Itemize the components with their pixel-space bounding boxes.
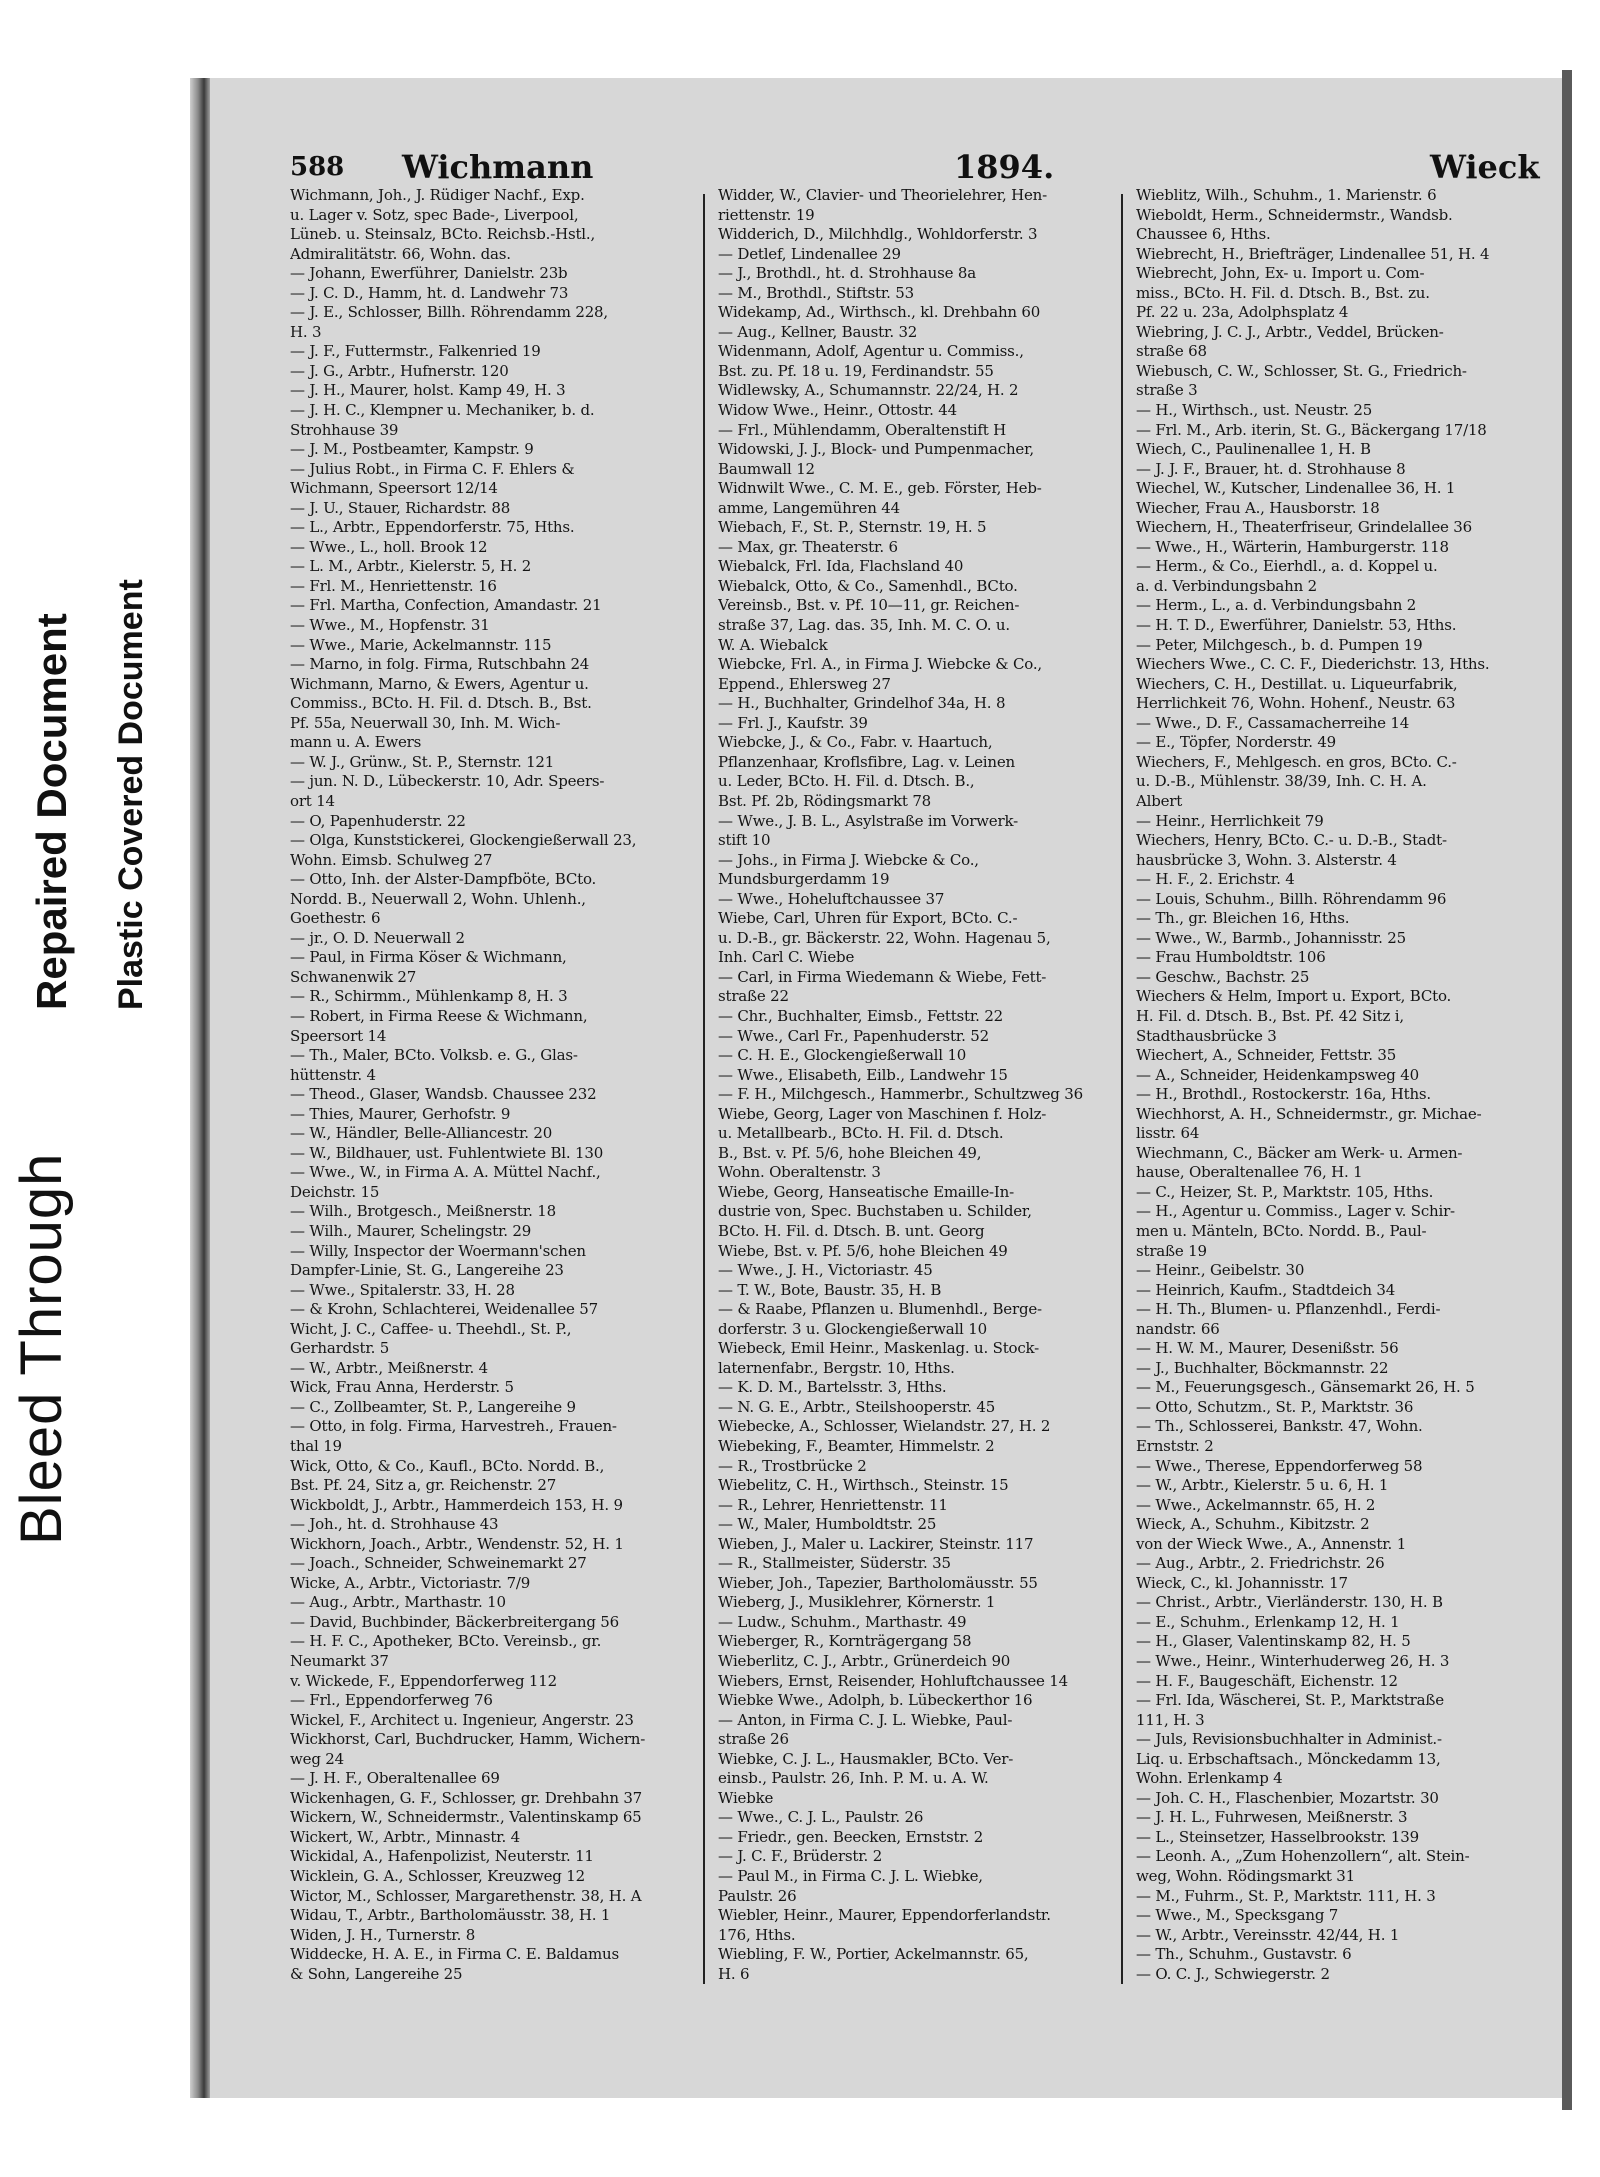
directory-line: — H., Agentur u. Commiss., Lager v. Schir- bbox=[1136, 1202, 1455, 1221]
directory-line: — Heinr., Geibelstr. 30 bbox=[1136, 1261, 1305, 1280]
directory-line: — Wwe., Therese, Eppendorferweg 58 bbox=[1136, 1456, 1423, 1475]
directory-line: — Leonh. A., „Zum Hohenzollern“, alt. Stein- bbox=[1136, 1847, 1470, 1866]
directory-line: Wickel, F., Architect u. Ingenieur, Angerstr. 23 bbox=[290, 1710, 634, 1729]
directory-line: Wiecher, Frau A., Hausborstr. 18 bbox=[1136, 498, 1380, 517]
directory-line: — Max, gr. Theaterstr. 6 bbox=[718, 537, 898, 556]
directory-line: — Wwe., Ackelmannstr. 65, H. 2 bbox=[1136, 1495, 1376, 1514]
page-number: 588 bbox=[290, 152, 345, 182]
directory-line: straße 19 bbox=[1136, 1241, 1207, 1260]
column-divider bbox=[703, 194, 705, 1984]
directory-line: — J. J. F., Brauer, ht. d. Strohhause 8 bbox=[1136, 459, 1406, 478]
directory-line: — H., Wirthsch., ust. Neustr. 25 bbox=[1136, 401, 1373, 420]
directory-line: 111, H. 3 bbox=[1136, 1710, 1205, 1729]
directory-line: Wiebecke, A., Schlosser, Wielandstr. 27, H. 2 bbox=[718, 1417, 1051, 1436]
directory-line: — Thies, Maurer, Gerhofstr. 9 bbox=[290, 1104, 511, 1123]
directory-line: — Christ., Arbtr., Vierländerstr. 130, H. B bbox=[1136, 1593, 1443, 1612]
directory-line: — J., Brothdl., ht. d. Strohhause 8a bbox=[718, 264, 976, 283]
directory-line: — Wwe., W., in Firma A. A. Müttel Nachf., bbox=[290, 1163, 601, 1182]
directory-line: — Johann, Ewerführer, Danielstr. 23b bbox=[290, 264, 568, 283]
directory-line: Wiebeck, Emil Heinr., Maskenlag. u. Stock- bbox=[718, 1339, 1040, 1358]
directory-line: — E., Schuhm., Erlenkamp 12, H. 1 bbox=[1136, 1612, 1400, 1631]
directory-line: — H. F., Baugeschäft, Eichenstr. 12 bbox=[1136, 1671, 1398, 1690]
directory-line: Wieber, Joh., Tapezier, Bartholomäusstr. 55 bbox=[718, 1573, 1038, 1592]
directory-line: — W., Händler, Belle-Alliancestr. 20 bbox=[290, 1124, 553, 1143]
directory-line: — W. J., Grünw., St. P., Sternstr. 121 bbox=[290, 752, 555, 771]
repaired-document-label: Repaired Document bbox=[28, 613, 75, 1010]
directory-line: Pf. 55a, Neuerwall 30, Inh. M. Wich- bbox=[290, 713, 561, 732]
page-right-edge bbox=[1562, 70, 1572, 2110]
directory-line: — M., Fuhrm., St. P., Marktstr. 111, H. 3 bbox=[1136, 1886, 1436, 1905]
directory-line: Wiebe, Carl, Uhren für Export, BCto. C.- bbox=[718, 909, 1018, 928]
directory-line: — L. M., Arbtr., Kielerstr. 5, H. 2 bbox=[290, 557, 532, 576]
directory-line: — jr., O. D. Neuerwall 2 bbox=[290, 928, 465, 947]
directory-line: — Joh., ht. d. Strohhause 43 bbox=[290, 1515, 499, 1534]
directory-line: — Frl., Mühlendamm, Oberaltenstift H bbox=[718, 420, 1006, 439]
directory-line: — Frl. Martha, Confection, Amandastr. 21 bbox=[290, 596, 602, 615]
directory-line: — Wwe., Carl Fr., Papenhuderstr. 52 bbox=[718, 1026, 989, 1045]
directory-line: Schwanenwik 27 bbox=[290, 967, 417, 986]
directory-line: straße 37, Lag. das. 35, Inh. M. C. O. u. bbox=[718, 616, 1010, 635]
directory-line: men u. Mänteln, BCto. Nordd. B., Paul- bbox=[1136, 1221, 1427, 1240]
directory-line: riettenstr. 19 bbox=[718, 205, 815, 224]
directory-line: Baumwall 12 bbox=[718, 459, 815, 478]
directory-line: a. d. Verbindungsbahn 2 bbox=[1136, 576, 1317, 595]
directory-line: W. A. Wiebalck bbox=[718, 635, 828, 654]
directory-line: — Olga, Kunststickerei, Glockengießerwall 23, bbox=[290, 831, 637, 850]
directory-line: Wicke, A., Arbtr., Victoriastr. 7/9 bbox=[290, 1573, 531, 1592]
directory-line: laternenfabr., Bergstr. 10, Hths. bbox=[718, 1358, 955, 1377]
directory-line: Wiebalck, Frl. Ida, Flachsland 40 bbox=[718, 557, 964, 576]
directory-line: Wieblitz, Wilh., Schuhm., 1. Marienstr. 6 bbox=[1136, 186, 1437, 204]
directory-line: Wiebke bbox=[718, 1788, 774, 1807]
directory-line: Vereinsb., Bst. v. Pf. 10—11, gr. Reichen- bbox=[718, 596, 1020, 615]
directory-line: weg, Wohn. Rödingsmarkt 31 bbox=[1136, 1867, 1355, 1886]
directory-line: Bst. Pf. 24, Sitz a, gr. Reichenstr. 27 bbox=[290, 1476, 557, 1495]
directory-line: Neumarkt 37 bbox=[290, 1652, 389, 1671]
directory-line: — Herm., L., a. d. Verbindungsbahn 2 bbox=[1136, 596, 1417, 615]
directory-line: — W., Arbtr., Vereinsstr. 42/44, H. 1 bbox=[1136, 1925, 1400, 1944]
directory-line: dustrie von, Spec. Buchstaben u. Schilder, bbox=[718, 1202, 1032, 1221]
directory-line: — Joh. C. H., Flaschenbier, Mozartstr. 30 bbox=[1136, 1788, 1439, 1807]
directory-line: Ernststr. 2 bbox=[1136, 1437, 1214, 1455]
directory-line: — Frl. J., Kaufstr. 39 bbox=[718, 713, 868, 732]
directory-line: — Wwe., Spitalerstr. 33, H. 28 bbox=[290, 1280, 515, 1299]
directory-line: Bst. Pf. 2b, Rödingsmarkt 78 bbox=[718, 791, 932, 810]
directory-line: Wiech, C., Paulinenallee 1, H. B bbox=[1136, 440, 1371, 459]
directory-line: Wiebcke, J., & Co., Fabr. v. Haartuch, bbox=[718, 733, 993, 752]
directory-line: straße 26 bbox=[718, 1730, 789, 1749]
directory-line: Herrlichkeit 76, Wohn. Hohenf., Neustr. 63 bbox=[1136, 694, 1456, 713]
directory-line: nandstr. 66 bbox=[1136, 1319, 1220, 1338]
directory-line: — R., Stallmeister, Süderstr. 35 bbox=[718, 1554, 951, 1573]
directory-line: — Th., Schlosserei, Bankstr. 47, Wohn. bbox=[1136, 1417, 1423, 1436]
directory-line: Wickboldt, J., Arbtr., Hammerdeich 153, H. 9 bbox=[290, 1495, 623, 1514]
directory-line: Wicht, J. C., Caffee- u. Theehdl., St. P., bbox=[290, 1319, 572, 1338]
directory-line: Eppend., Ehlersweg 27 bbox=[718, 674, 891, 693]
directory-line: Dampfer-Linie, St. G., Langereihe 23 bbox=[290, 1261, 564, 1280]
directory-line: — O. C. J., Schwiegerstr. 2 bbox=[1136, 1964, 1330, 1983]
directory-line: Wicklein, G. A., Schlosser, Kreuzweg 12 bbox=[290, 1867, 585, 1886]
directory-line: — Th., gr. Bleichen 16, Hths. bbox=[1136, 909, 1350, 928]
directory-line: Wiebeking, F., Beamter, Himmelstr. 2 bbox=[718, 1437, 995, 1455]
directory-line: — A., Schneider, Heidenkampsweg 40 bbox=[1136, 1065, 1419, 1084]
directory-line: Wiebling, F. W., Portier, Ackelmannstr. 65, bbox=[718, 1945, 1029, 1964]
directory-line: Strohhause 39 bbox=[290, 420, 399, 439]
page-header bbox=[290, 134, 1540, 186]
directory-line: Wiebcke, Frl. A., in Firma J. Wiebcke & Co., bbox=[718, 655, 1042, 674]
directory-line: H. 3 bbox=[290, 322, 322, 341]
directory-line: — W., Arbtr., Meißnerstr. 4 bbox=[290, 1358, 489, 1377]
directory-line: — Otto, Schutzm., St. P., Marktstr. 36 bbox=[1136, 1397, 1414, 1416]
directory-line: amme, Langemühren 44 bbox=[718, 498, 900, 517]
directory-line: Pflanzenhaar, Kroflsfibre, Lag. v. Leinen bbox=[718, 752, 1015, 771]
directory-line: — Wwe., H., Wärterin, Hamburgerstr. 118 bbox=[1136, 537, 1449, 556]
directory-line: — R., Schirmm., Mühlenkamp 8, H. 3 bbox=[290, 987, 568, 1006]
directory-line: Widder, W., Clavier- und Theorielehrer, Hen- bbox=[718, 186, 1048, 204]
directory-line: von der Wieck Wwe., A., Annenstr. 1 bbox=[1136, 1534, 1407, 1553]
directory-line: stift 10 bbox=[718, 831, 771, 850]
directory-line: Wieberg, J., Musiklehrer, Körnerstr. 1 bbox=[718, 1593, 996, 1612]
directory-line: — Peter, Milchgesch., b. d. Pumpen 19 bbox=[1136, 635, 1423, 654]
directory-line: miss., BCto. H. Fil. d. Dtsch. B., Bst. zu. bbox=[1136, 283, 1430, 302]
directory-line: — Frl., Eppendorferweg 76 bbox=[290, 1691, 493, 1710]
directory-line: — L., Arbtr., Eppendorferstr. 75, Hths. bbox=[290, 518, 575, 537]
directory-line: Wiechers & Helm, Import u. Export, BCto. bbox=[1136, 987, 1452, 1006]
directory-line: Pf. 22 u. 23a, Adolphsplatz 4 bbox=[1136, 303, 1349, 322]
directory-line: u. Lager v. Sotz, spec Bade-, Liverpool, bbox=[290, 205, 579, 224]
directory-line: Wieberlitz, C. J., Arbtr., Grünerdeich 90 bbox=[718, 1652, 1011, 1671]
directory-line: — Julius Robt., in Firma C. F. Ehlers & bbox=[290, 459, 575, 478]
directory-line: — Heinrich, Kaufm., Stadtdeich 34 bbox=[1136, 1280, 1396, 1299]
directory-line: — Wwe., Elisabeth, Eilb., Landwehr 15 bbox=[718, 1065, 1008, 1084]
directory-line: Widdecke, H. A. E., in Firma C. E. Baldamus bbox=[290, 1945, 619, 1964]
directory-line: Wiebe, Georg, Hanseatische Emaille-In- bbox=[718, 1182, 1014, 1201]
directory-line: Wieboldt, Herm., Schneidermstr., Wandsb. bbox=[1136, 205, 1453, 224]
directory-line: lisstr. 64 bbox=[1136, 1124, 1200, 1143]
directory-line: Widnwilt Wwe., C. M. E., geb. Förster, Heb- bbox=[718, 479, 1042, 498]
directory-line: — Geschw., Bachstr. 25 bbox=[1136, 967, 1310, 986]
directory-line: hausbrücke 3, Wohn. 3. Alsterstr. 4 bbox=[1136, 850, 1397, 869]
directory-line: Speersort 14 bbox=[290, 1026, 387, 1045]
directory-line: Wiechmann, C., Bäcker am Werk- u. Armen- bbox=[1136, 1143, 1463, 1162]
directory-line: — J. U., Stauer, Richardstr. 88 bbox=[290, 498, 511, 517]
directory-line: Wiechers, Henry, BCto. C.- u. D.-B., Stadt- bbox=[1136, 831, 1447, 850]
directory-line: hause, Oberaltenallee 76, H. 1 bbox=[1136, 1163, 1363, 1182]
directory-line: Wiechers Wwe., C. C. F., Diederichstr. 13, Hths. bbox=[1136, 655, 1490, 674]
directory-line: — Louis, Schuhm., Billh. Röhrendamm 96 bbox=[1136, 889, 1447, 908]
directory-line: Widekamp, Ad., Wirthsch., kl. Drehbahn 60 bbox=[718, 303, 1041, 322]
directory-line: hüttenstr. 4 bbox=[290, 1065, 376, 1084]
directory-line: u. Metallbearb., BCto. H. Fil. d. Dtsch. bbox=[718, 1124, 1004, 1143]
directory-line: — R., Lehrer, Henriettenstr. 11 bbox=[718, 1495, 948, 1514]
directory-line: — Th., Schuhm., Gustavstr. 6 bbox=[1136, 1945, 1352, 1964]
directory-line: Chaussee 6, Hths. bbox=[1136, 225, 1271, 244]
directory-line: Widau, T., Arbtr., Bartholomäusstr. 38, H. 1 bbox=[290, 1906, 611, 1925]
directory-line: — H. F. C., Apotheker, BCto. Vereinsb., gr. bbox=[290, 1632, 602, 1651]
directory-line: — Robert, in Firma Reese & Wichmann, bbox=[290, 1006, 588, 1025]
directory-line: — E., Töpfer, Norderstr. 49 bbox=[1136, 733, 1337, 752]
directory-line: Wiebler, Heinr., Maurer, Eppendorferlandstr. bbox=[718, 1906, 1051, 1925]
directory-line: — Frl. M., Henriettenstr. 16 bbox=[290, 576, 497, 595]
directory-line: — Herm., & Co., Eierhdl., a. d. Koppel u. bbox=[1136, 557, 1438, 576]
directory-line: Widderich, D., Milchhdlg., Wohldorferstr. 3 bbox=[718, 225, 1038, 244]
directory-line: — J. E., Schlosser, Billh. Röhrendamm 228, bbox=[290, 303, 608, 322]
directory-line: — J. C. D., Hamm, ht. d. Landwehr 73 bbox=[290, 283, 569, 302]
directory-line: Wiebke Wwe., Adolph, b. Lübeckerthor 16 bbox=[718, 1691, 1033, 1710]
directory-line: — Theod., Glaser, Wandsb. Chaussee 232 bbox=[290, 1085, 597, 1104]
directory-line: — Frl. M., Arb. iterin, St. G., Bäckergang 17/18 bbox=[1136, 420, 1487, 439]
directory-line: & Sohn, Langereihe 25 bbox=[290, 1964, 463, 1983]
directory-line: u. D.-B., Mühlenstr. 38/39, Inh. C. H. A. bbox=[1136, 772, 1427, 791]
directory-line: — Heinr., Herrlichkeit 79 bbox=[1136, 811, 1324, 830]
header-right-word: Wieck bbox=[1430, 148, 1540, 186]
directory-line: u. Leder, BCto. H. Fil. d. Dtsch. B., bbox=[718, 772, 975, 791]
directory-line: Lüneb. u. Steinsalz, BCto. Reichsb.-Hstl., bbox=[290, 225, 596, 244]
directory-line: Wickhorst, Carl, Buchdrucker, Hamm, Wichern- bbox=[290, 1730, 646, 1749]
directory-line: Widow Wwe., Heinr., Ottostr. 44 bbox=[718, 401, 957, 420]
directory-line: Wieck, C., kl. Johannisstr. 17 bbox=[1136, 1573, 1348, 1592]
directory-line: — Wwe., J. B. L., Asylstraße im Vorwerk- bbox=[718, 811, 1018, 830]
directory-line: Wiechhorst, A. H., Schneidermstr., gr. Michae- bbox=[1136, 1104, 1482, 1123]
directory-line: Wickert, W., Arbtr., Minnastr. 4 bbox=[290, 1827, 520, 1846]
directory-line: — W., Bildhauer, ust. Fuhlentwiete Bl. 130 bbox=[290, 1143, 604, 1162]
directory-line: Wiechers, F., Mehlgesch. en gros, BCto. C.- bbox=[1136, 752, 1457, 771]
directory-line: Commiss., BCto. H. Fil. d. Dtsch. B., Bst. bbox=[290, 694, 592, 713]
directory-line: Wichmann, Marno, & Ewers, Agentur u. bbox=[290, 674, 589, 693]
directory-line: Wiebusch, C. W., Schlosser, St. G., Friedrich- bbox=[1136, 361, 1467, 380]
directory-line: — Carl, in Firma Wiedemann & Wiebe, Fett- bbox=[718, 967, 1047, 986]
directory-line: — H., Buchhalter, Grindelhof 34a, H. 8 bbox=[718, 694, 1006, 713]
directory-line: u. D.-B., gr. Bäckerstr. 22, Wohn. Hagenau 5, bbox=[718, 928, 1051, 947]
annotation-sidebar bbox=[0, 0, 190, 2177]
directory-line: Wickern, W., Schneidermstr., Valentinskamp 65 bbox=[290, 1808, 642, 1827]
directory-line: — Aug., Arbtr., 2. Friedrichstr. 26 bbox=[1136, 1554, 1385, 1573]
bleed-through-label: Bleed Through bbox=[9, 1152, 74, 1545]
directory-line: straße 3 bbox=[1136, 381, 1198, 400]
plastic-covered-label: Plastic Covered Document bbox=[112, 579, 150, 1010]
directory-line: Wick, Otto, & Co., Kaufl., BCto. Nordd. B., bbox=[290, 1456, 605, 1475]
directory-line: Wiechert, A., Schneider, Fettstr. 35 bbox=[1136, 1046, 1397, 1065]
directory-line: dorferstr. 3 u. Glockengießerwall 10 bbox=[718, 1319, 987, 1338]
directory-line: Wickhorn, Joach., Arbtr., Wendenstr. 52, H. 1 bbox=[290, 1534, 624, 1553]
directory-line: — Joach., Schneider, Schweinemarkt 27 bbox=[290, 1554, 587, 1573]
directory-line: — jun. N. D., Lübeckerstr. 10, Adr. Speers- bbox=[290, 772, 605, 791]
directory-line: v. Wickede, F., Eppendorferweg 112 bbox=[290, 1671, 557, 1690]
directory-line: Wiechers, C. H., Destillat. u. Liqueurfabrik, bbox=[1136, 674, 1458, 693]
directory-line: — Paul, in Firma Köser & Wichmann, bbox=[290, 948, 567, 967]
directory-line: — H., Brothdl., Rostockerstr. 16a, Hths. bbox=[1136, 1085, 1431, 1104]
directory-line: straße 68 bbox=[1136, 342, 1207, 361]
directory-line: Wichmann, Speersort 12/14 bbox=[290, 479, 498, 498]
directory-line: — Wwe., D. F., Cassamacherreihe 14 bbox=[1136, 713, 1410, 732]
directory-line: — J. M., Postbeamter, Kampstr. 9 bbox=[290, 440, 534, 459]
directory-line: Wiebalck, Otto, & Co., Samenhdl., BCto. bbox=[718, 576, 1018, 595]
directory-line: Nordd. B., Neuerwall 2, Wohn. Uhlenh., bbox=[290, 889, 586, 908]
directory-line: Gerhardstr. 5 bbox=[290, 1339, 390, 1358]
directory-line: Wiebring, J. C. J., Arbtr., Veddel, Brücken- bbox=[1136, 322, 1444, 341]
directory-line: — C., Heizer, St. P., Marktstr. 105, Hths. bbox=[1136, 1182, 1434, 1201]
directory-line: — Aug., Kellner, Baustr. 32 bbox=[718, 322, 918, 341]
directory-line: Widowski, J. J., Block- und Pumpenmacher, bbox=[718, 440, 1034, 459]
directory-line: — Ludw., Schuhm., Marthastr. 49 bbox=[718, 1612, 967, 1631]
directory-line: Stadthausbrücke 3 bbox=[1136, 1026, 1277, 1045]
directory-line: — H. Th., Blumen- u. Pflanzenhdl., Ferdi- bbox=[1136, 1300, 1441, 1319]
directory-line: — Wwe., W., Barmb., Johannisstr. 25 bbox=[1136, 928, 1406, 947]
directory-line: — H., Glaser, Valentinskamp 82, H. 5 bbox=[1136, 1632, 1411, 1651]
directory-line: H. Fil. d. Dtsch. B., Bst. Pf. 42 Sitz i, bbox=[1136, 1006, 1404, 1025]
directory-line: Wohn. Eimsb. Schulweg 27 bbox=[290, 850, 493, 869]
directory-line: Widlewsky, A., Schumannstr. 22/24, H. 2 bbox=[718, 381, 1019, 400]
directory-line: — Wwe., L., holl. Brook 12 bbox=[290, 537, 488, 556]
directory-line: — L., Steinsetzer, Hasselbrookstr. 139 bbox=[1136, 1827, 1419, 1846]
directory-line: Bst. zu. Pf. 18 u. 19, Ferdinandstr. 55 bbox=[718, 361, 994, 380]
directory-column-1 bbox=[290, 186, 688, 2006]
directory-line: Wick, Frau Anna, Herderstr. 5 bbox=[290, 1378, 514, 1397]
directory-line: Wickidal, A., Hafenpolizist, Neuterstr. 11 bbox=[290, 1847, 594, 1866]
directory-line: Admiralitätstr. 66, Wohn. das. bbox=[290, 244, 511, 263]
directory-line: — J. H. L., Fuhrwesen, Meißnerstr. 3 bbox=[1136, 1808, 1408, 1827]
directory-line: — Th., Maler, BCto. Volksb. e. G., Glas- bbox=[290, 1046, 578, 1065]
directory-line: — O, Papenhuderstr. 22 bbox=[290, 811, 466, 830]
directory-line: — & Raabe, Pflanzen u. Blumenhdl., Berge- bbox=[718, 1300, 1042, 1319]
directory-line: — Frau Humboldtstr. 106 bbox=[1136, 948, 1326, 967]
directory-line: thal 19 bbox=[290, 1437, 342, 1455]
directory-line: mann u. A. Ewers bbox=[290, 733, 422, 752]
directory-line: — J. F., Futtermstr., Falkenried 19 bbox=[290, 342, 541, 361]
directory-line: — J. G., Arbtr., Hufnerstr. 120 bbox=[290, 361, 509, 380]
directory-line: — W., Maler, Humboldtstr. 25 bbox=[718, 1515, 937, 1534]
directory-line: — K. D. M., Bartelsstr. 3, Hths. bbox=[718, 1378, 947, 1397]
header-left-word: Wichmann bbox=[402, 148, 594, 186]
directory-line: Wieben, J., Maler u. Lackirer, Steinstr. 117 bbox=[718, 1534, 1034, 1553]
page-binding-edge bbox=[190, 78, 210, 2098]
directory-line: BCto. H. Fil. d. Dtsch. B. unt. Georg bbox=[718, 1221, 985, 1240]
directory-line: — F. H., Milchgesch., Hammerbr., Schultzweg 36 bbox=[718, 1085, 1083, 1104]
directory-line: Wohn. Erlenkamp 4 bbox=[1136, 1769, 1283, 1788]
directory-line: — Wilh., Brotgesch., Meißnerstr. 18 bbox=[290, 1202, 556, 1221]
directory-line: Widen, J. H., Turnerstr. 8 bbox=[290, 1925, 476, 1944]
directory-line: Wiebelitz, C. H., Wirthsch., Steinstr. 15 bbox=[718, 1476, 1009, 1495]
directory-line: — Friedr., gen. Beecken, Ernststr. 2 bbox=[718, 1827, 984, 1846]
directory-line: — J. H. C., Klempner u. Mechaniker, b. d. bbox=[290, 401, 595, 420]
directory-line: ort 14 bbox=[290, 791, 335, 810]
directory-line: — Otto, in folg. Firma, Harvestreh., Frauen- bbox=[290, 1417, 617, 1436]
directory-line: Albert bbox=[1136, 791, 1183, 810]
directory-line: straße 22 bbox=[718, 987, 789, 1006]
directory-line: Wiebrecht, John, Ex- u. Import u. Com- bbox=[1136, 264, 1425, 283]
directory-line: 176, Hths. bbox=[718, 1925, 796, 1944]
directory-line: Wieck, A., Schuhm., Kibitzstr. 2 bbox=[1136, 1515, 1370, 1534]
directory-line: einsb., Paulstr. 26, Inh. P. M. u. A. W. bbox=[718, 1769, 989, 1788]
directory-line: — Aug., Arbtr., Marthastr. 10 bbox=[290, 1593, 506, 1612]
directory-line: — H. F., 2. Erichstr. 4 bbox=[1136, 870, 1295, 889]
directory-line: — Juls, Revisionsbuchhalter in Administ.- bbox=[1136, 1730, 1442, 1749]
directory-line: — J. H., Maurer, holst. Kamp 49, H. 3 bbox=[290, 381, 566, 400]
directory-line: — Wwe., J. H., Victoriastr. 45 bbox=[718, 1261, 933, 1280]
directory-line: weg 24 bbox=[290, 1749, 344, 1768]
directory-line: Paulstr. 26 bbox=[718, 1886, 797, 1905]
directory-line: — C. H. E., Glockengießerwall 10 bbox=[718, 1046, 967, 1065]
directory-line: Wiebke, C. J. L., Hausmakler, BCto. Ver- bbox=[718, 1749, 1014, 1768]
directory-line: Wichmann, Joh., J. Rüdiger Nachf., Exp. bbox=[290, 186, 585, 204]
directory-line: — Wwe., Heinr., Winterhuderweg 26, H. 3 bbox=[1136, 1652, 1450, 1671]
directory-line: — Willy, Inspector der Woermann'schen bbox=[290, 1241, 586, 1260]
directory-line: Wiebach, F., St. P., Sternstr. 19, H. 5 bbox=[718, 518, 987, 537]
directory-line: Wohn. Oberaltenstr. 3 bbox=[718, 1163, 881, 1182]
directory-line: — Wwe., M., Specksgang 7 bbox=[1136, 1906, 1339, 1925]
directory-line: — M., Feuerungsgesch., Gänsemarkt 26, H. 5 bbox=[1136, 1378, 1475, 1397]
directory-line: — Wwe., Marie, Ackelmannstr. 115 bbox=[290, 635, 552, 654]
directory-line: — T. W., Bote, Baustr. 35, H. B bbox=[718, 1280, 942, 1299]
directory-line: — H. T. D., Ewerführer, Danielstr. 53, Hths. bbox=[1136, 616, 1457, 635]
directory-line: Wiechern, H., Theaterfriseur, Grindelallee 36 bbox=[1136, 518, 1472, 537]
directory-line: — & Krohn, Schlachterei, Weidenallee 57 bbox=[290, 1300, 598, 1319]
directory-line: Wieberger, R., Kornträgergang 58 bbox=[718, 1632, 972, 1651]
directory-line: B., Bst. v. Pf. 5/6, hohe Bleichen 49, bbox=[718, 1143, 982, 1162]
column-divider bbox=[1121, 194, 1123, 1984]
directory-line: — H. W. M., Maurer, Desenißstr. 56 bbox=[1136, 1339, 1399, 1358]
header-year: 1894. bbox=[954, 148, 1055, 186]
directory-line: — Anton, in Firma C. J. L. Wiebke, Paul- bbox=[718, 1710, 1013, 1729]
directory-line: — W., Arbtr., Kielerstr. 5 u. 6, H. 1 bbox=[1136, 1476, 1389, 1495]
directory-line: Wiebrecht, H., Briefträger, Lindenallee 51, H. 4 bbox=[1136, 244, 1490, 263]
directory-line: Liq. u. Erbschaftsach., Mönckedamm 13, bbox=[1136, 1749, 1441, 1768]
directory-line: — J. H. F., Oberaltenallee 69 bbox=[290, 1769, 500, 1788]
directory-page bbox=[210, 78, 1570, 2098]
directory-line: — J. C. F., Brüderstr. 2 bbox=[718, 1847, 883, 1866]
directory-line: — M., Brothdl., Stiftstr. 53 bbox=[718, 283, 914, 302]
directory-line: — Wwe., Hoheluftchaussee 37 bbox=[718, 889, 945, 908]
directory-column-2 bbox=[718, 186, 1106, 2006]
directory-line: — Wwe., M., Hopfenstr. 31 bbox=[290, 616, 490, 635]
directory-line: — J., Buchhalter, Böckmannstr. 22 bbox=[1136, 1358, 1389, 1377]
directory-line: Wiebers, Ernst, Reisender, Hohluftchaussee 14 bbox=[718, 1671, 1068, 1690]
directory-line: — Chr., Buchhalter, Eimsb., Fettstr. 22 bbox=[718, 1006, 1004, 1025]
directory-line: Widenmann, Adolf, Agentur u. Commiss., bbox=[718, 342, 1024, 361]
directory-column-3 bbox=[1136, 186, 1538, 2006]
directory-line: — David, Buchbinder, Bäckerbreitergang 56 bbox=[290, 1612, 619, 1631]
directory-line: Wiebe, Georg, Lager von Maschinen f. Holz- bbox=[718, 1104, 1047, 1123]
directory-line: — Marno, in folg. Firma, Rutschbahn 24 bbox=[290, 655, 590, 674]
directory-line: Wiebe, Bst. v. Pf. 5/6, hohe Bleichen 49 bbox=[718, 1241, 1008, 1260]
directory-line: — Paul M., in Firma C. J. L. Wiebke, bbox=[718, 1867, 983, 1886]
directory-line: Inh. Carl C. Wiebe bbox=[718, 948, 855, 967]
directory-line: — Frl. Ida, Wäscherei, St. P., Marktstraße bbox=[1136, 1691, 1444, 1710]
directory-line: — N. G. E., Arbtr., Steilshooperstr. 45 bbox=[718, 1397, 996, 1416]
directory-line: H. 6 bbox=[718, 1964, 750, 1983]
directory-line: Wiechel, W., Kutscher, Lindenallee 36, H. 1 bbox=[1136, 479, 1456, 498]
directory-line: — Wwe., C. J. L., Paulstr. 26 bbox=[718, 1808, 924, 1827]
directory-line: — Detlef, Lindenallee 29 bbox=[718, 244, 901, 263]
directory-line: — Wilh., Maurer, Schelingstr. 29 bbox=[290, 1221, 532, 1240]
directory-line: — Johs., in Firma J. Wiebcke & Co., bbox=[718, 850, 979, 869]
directory-line: Wictor, M., Schlosser, Margarethenstr. 38, H. A bbox=[290, 1886, 642, 1905]
directory-line: Goethestr. 6 bbox=[290, 909, 381, 928]
directory-line: Wickenhagen, G. F., Schlosser, gr. Drehbahn 37 bbox=[290, 1788, 643, 1807]
directory-line: — Otto, Inh. der Alster-Dampfböte, BCto. bbox=[290, 870, 597, 889]
directory-line: Deichstr. 15 bbox=[290, 1182, 380, 1201]
directory-line: Mundsburgerdamm 19 bbox=[718, 870, 890, 889]
directory-line: — C., Zollbeamter, St. P., Langereihe 9 bbox=[290, 1397, 576, 1416]
directory-line: — R., Trostbrücke 2 bbox=[718, 1456, 867, 1475]
